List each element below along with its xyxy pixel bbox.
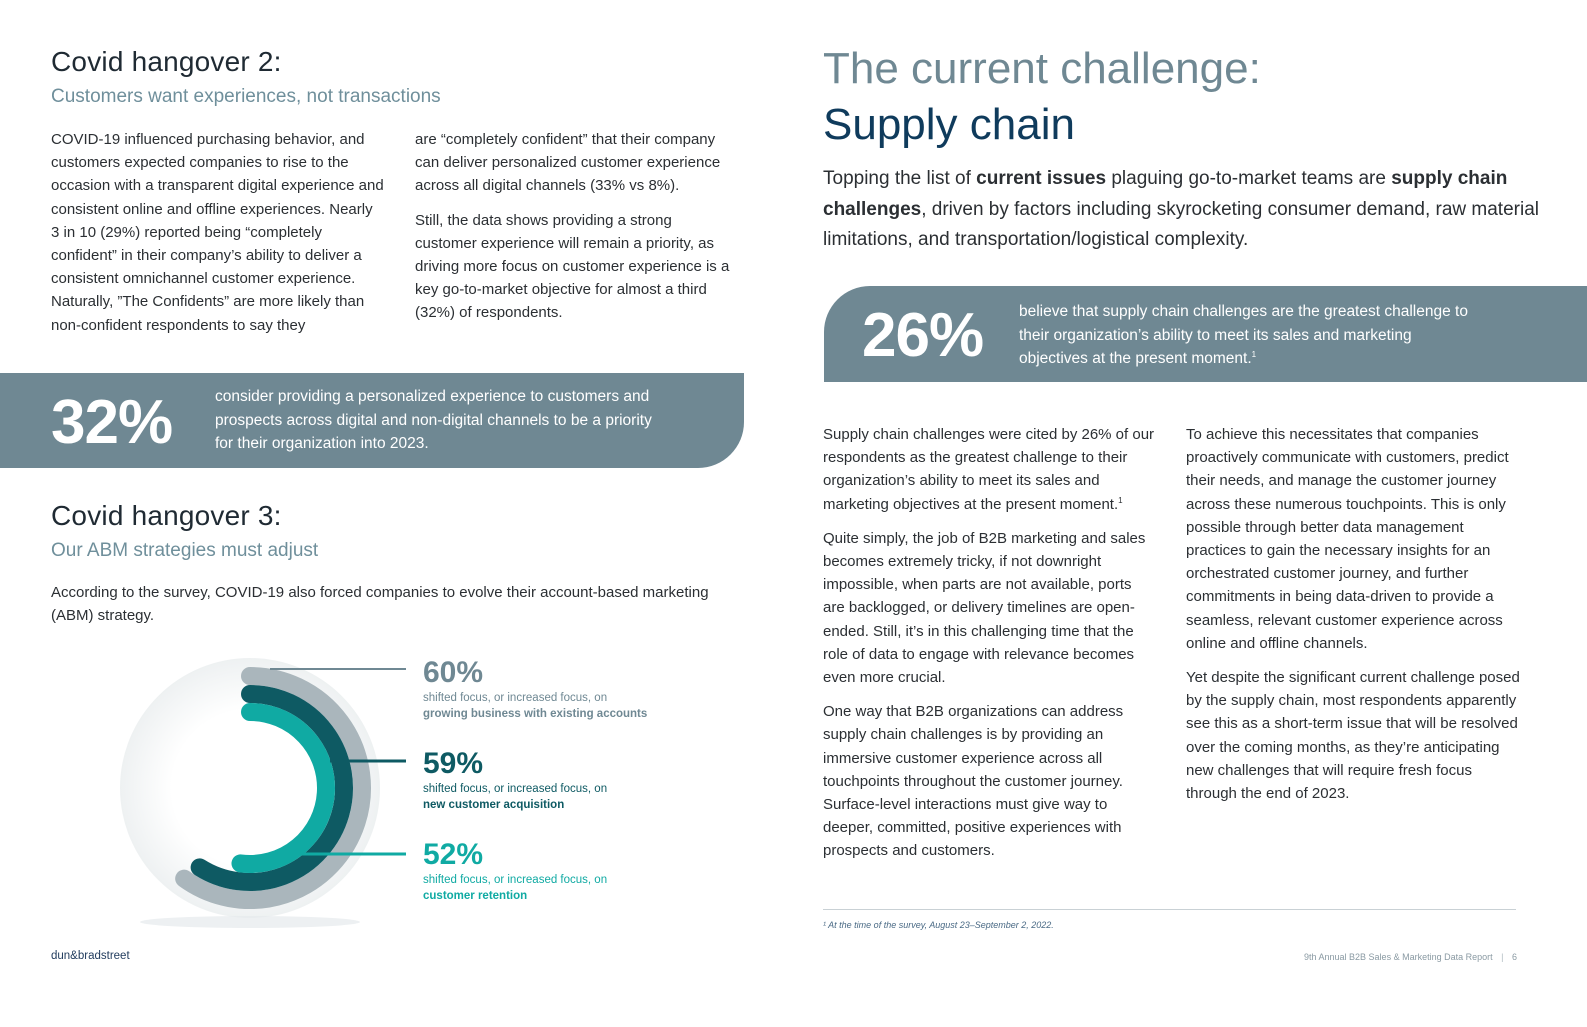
section2-col2-paragraph-2: Still, the data shows providing a strong customer experience will remain a priority, as driving more focus on customer experience is a key go-to-market objective for almost a third (32%) of respondents.: [415, 211, 730, 322]
legend-60-name: growing business with existing accounts: [423, 708, 648, 720]
footnote: ¹ At the time of the survey, August 23–September 2, 2022.: [823, 920, 1054, 930]
right-col2-paragraph-2: Yet despite the significant current challenge posed by the supply chain, most respondents apparently see this as a short-term issue that will be resolved over the coming months, as they’re anticipating new challenges that will require fresh focus through the end of 2023.: [1186, 669, 1520, 803]
right-col1-paragraph-1: [823, 423, 1156, 516]
lead-bold-1: current issues: [976, 168, 1107, 189]
stat-32-text: consider providing a personalized experience to customers and prospects across digital and non-digital channels to be a priority for their organization into 2023.: [215, 388, 652, 452]
right-column-2: [1186, 423, 1522, 805]
legend-59-value: 59%: [423, 747, 484, 780]
section2-subtitle: Customers want experiences, not transactions: [51, 86, 441, 107]
right-col1-paragraph-2: Quite simply, the job of B2B marketing and sales becomes extremely tricky, if not downright impossible, when parts are not available, ports are backlogged, or delivery timelines are open-ended. Still, it’s in this challenging time that the role of data to engage with relevance becomes even more crucial.: [823, 529, 1146, 687]
page-title-line-1: The current challenge:: [823, 44, 1261, 93]
right-column-1: [823, 423, 1156, 863]
section2-title: Covid hangover 2:: [51, 46, 282, 77]
lead-text-2: plaguing go-to-market teams are: [1106, 168, 1392, 189]
right-col1-p1-text: Supply chain challenges were cited by 26% of our respondents as the greatest challenge to their organization’s ability to meet its sales and marketing objectives at the present moment.: [823, 426, 1155, 513]
stat-26-text: believe that supply chain challenges are the greatest challenge to their organization’s ability to meet its sales and marketing objectives at the present moment.: [1019, 303, 1468, 367]
lead-paragraph: [823, 164, 1543, 256]
section3-title: Covid hangover 3:: [51, 500, 282, 531]
section2-column-1: [51, 128, 384, 337]
stat-band-32: [0, 373, 744, 468]
legend-52-caption: shifted focus, or increased focus, on: [423, 874, 608, 886]
legend-item-retention: [423, 838, 683, 904]
logo-text: dun&bradstreet: [51, 950, 130, 962]
page-footer: [1304, 952, 1517, 962]
section3-subtitle: Our ABM strategies must adjust: [51, 540, 319, 561]
legend-60-caption: shifted focus, or increased focus, on: [423, 692, 608, 704]
legend-60-value: 60%: [423, 656, 484, 689]
section3-intro-text: According to the survey, COVID-19 also forced companies to evolve their account-based marketing (ABM) strategy.: [51, 584, 709, 625]
legend-52-value: 52%: [423, 838, 484, 871]
right-col1-paragraph-3: One way that B2B organizations can address supply chain challenges is by providing an immersive customer experience across all touchpoints throughout the customer journey. Surface-level interactions must give way to deeper, committed, positive experiences with prospects and customers.: [823, 703, 1124, 860]
stat-32-value: 32%: [51, 388, 173, 457]
section2-col1-text: COVID-19 influenced purchasing behavior, and customers expected companies to rise to the occasion with a transparent digital experience and consistent online and offline experiences. Nearly 3 in 10 (29%) reported being “completely confident” in their company’s ability to deliver a consistent omnichannel customer experience. Naturally, ”The Confidents” are more likely than non-confident respondents to say they: [51, 131, 384, 334]
lead-text-3: , driven by factors including skyrocketing consumer demand, raw material limitations, and transportation/logistical complexity.: [823, 198, 1539, 250]
donut-shadow: [140, 916, 360, 928]
legend-item-existing-accounts: [423, 656, 683, 722]
footnote-divider: [823, 909, 1516, 910]
page-number: 6: [1511, 952, 1517, 962]
right-col2-paragraph-1: To achieve this necessitates that companies proactively communicate with customers, predict their needs, and manage the customer journey across these numerous touchpoints. This is only possible through better data management practices to gain the necessary insights for an orchestrated customer journey, and further commitments in being data-driven to provide a seamless, relevant customer experience across online and offline channels.: [1186, 426, 1509, 652]
section3-intro: [51, 581, 741, 627]
legend-item-new-customers: [423, 747, 683, 813]
section2-col2-paragraph-1: are “completely confident” that their company can deliver personalized customer experience across all digital channels (33% vs 8%).: [415, 131, 721, 195]
footer-separator: |: [1501, 952, 1504, 962]
lead-bold-2: supply chain challenges: [823, 168, 1508, 220]
stat-26-value: 26%: [862, 301, 984, 370]
footer-report-title: 9th Annual B2B Sales & Marketing Data Report: [1304, 952, 1493, 962]
right-col1-footnote-ref: 1: [1118, 495, 1123, 505]
legend-59-caption: shifted focus, or increased focus, on: [423, 783, 608, 795]
legend-59-name: new customer acquisition: [423, 799, 565, 811]
page-title-line-2: Supply chain: [823, 100, 1075, 149]
dun-bradstreet-logo[interactable]: [51, 950, 130, 962]
stat-26-text-block: [1019, 300, 1479, 371]
stat-band-26: [824, 286, 1587, 382]
lead-text-1: Topping the list of: [823, 168, 977, 189]
section2-column-2: [415, 128, 735, 325]
legend-52-name: customer retention: [423, 890, 528, 902]
stat-26-footnote-ref: 1: [1251, 349, 1257, 359]
